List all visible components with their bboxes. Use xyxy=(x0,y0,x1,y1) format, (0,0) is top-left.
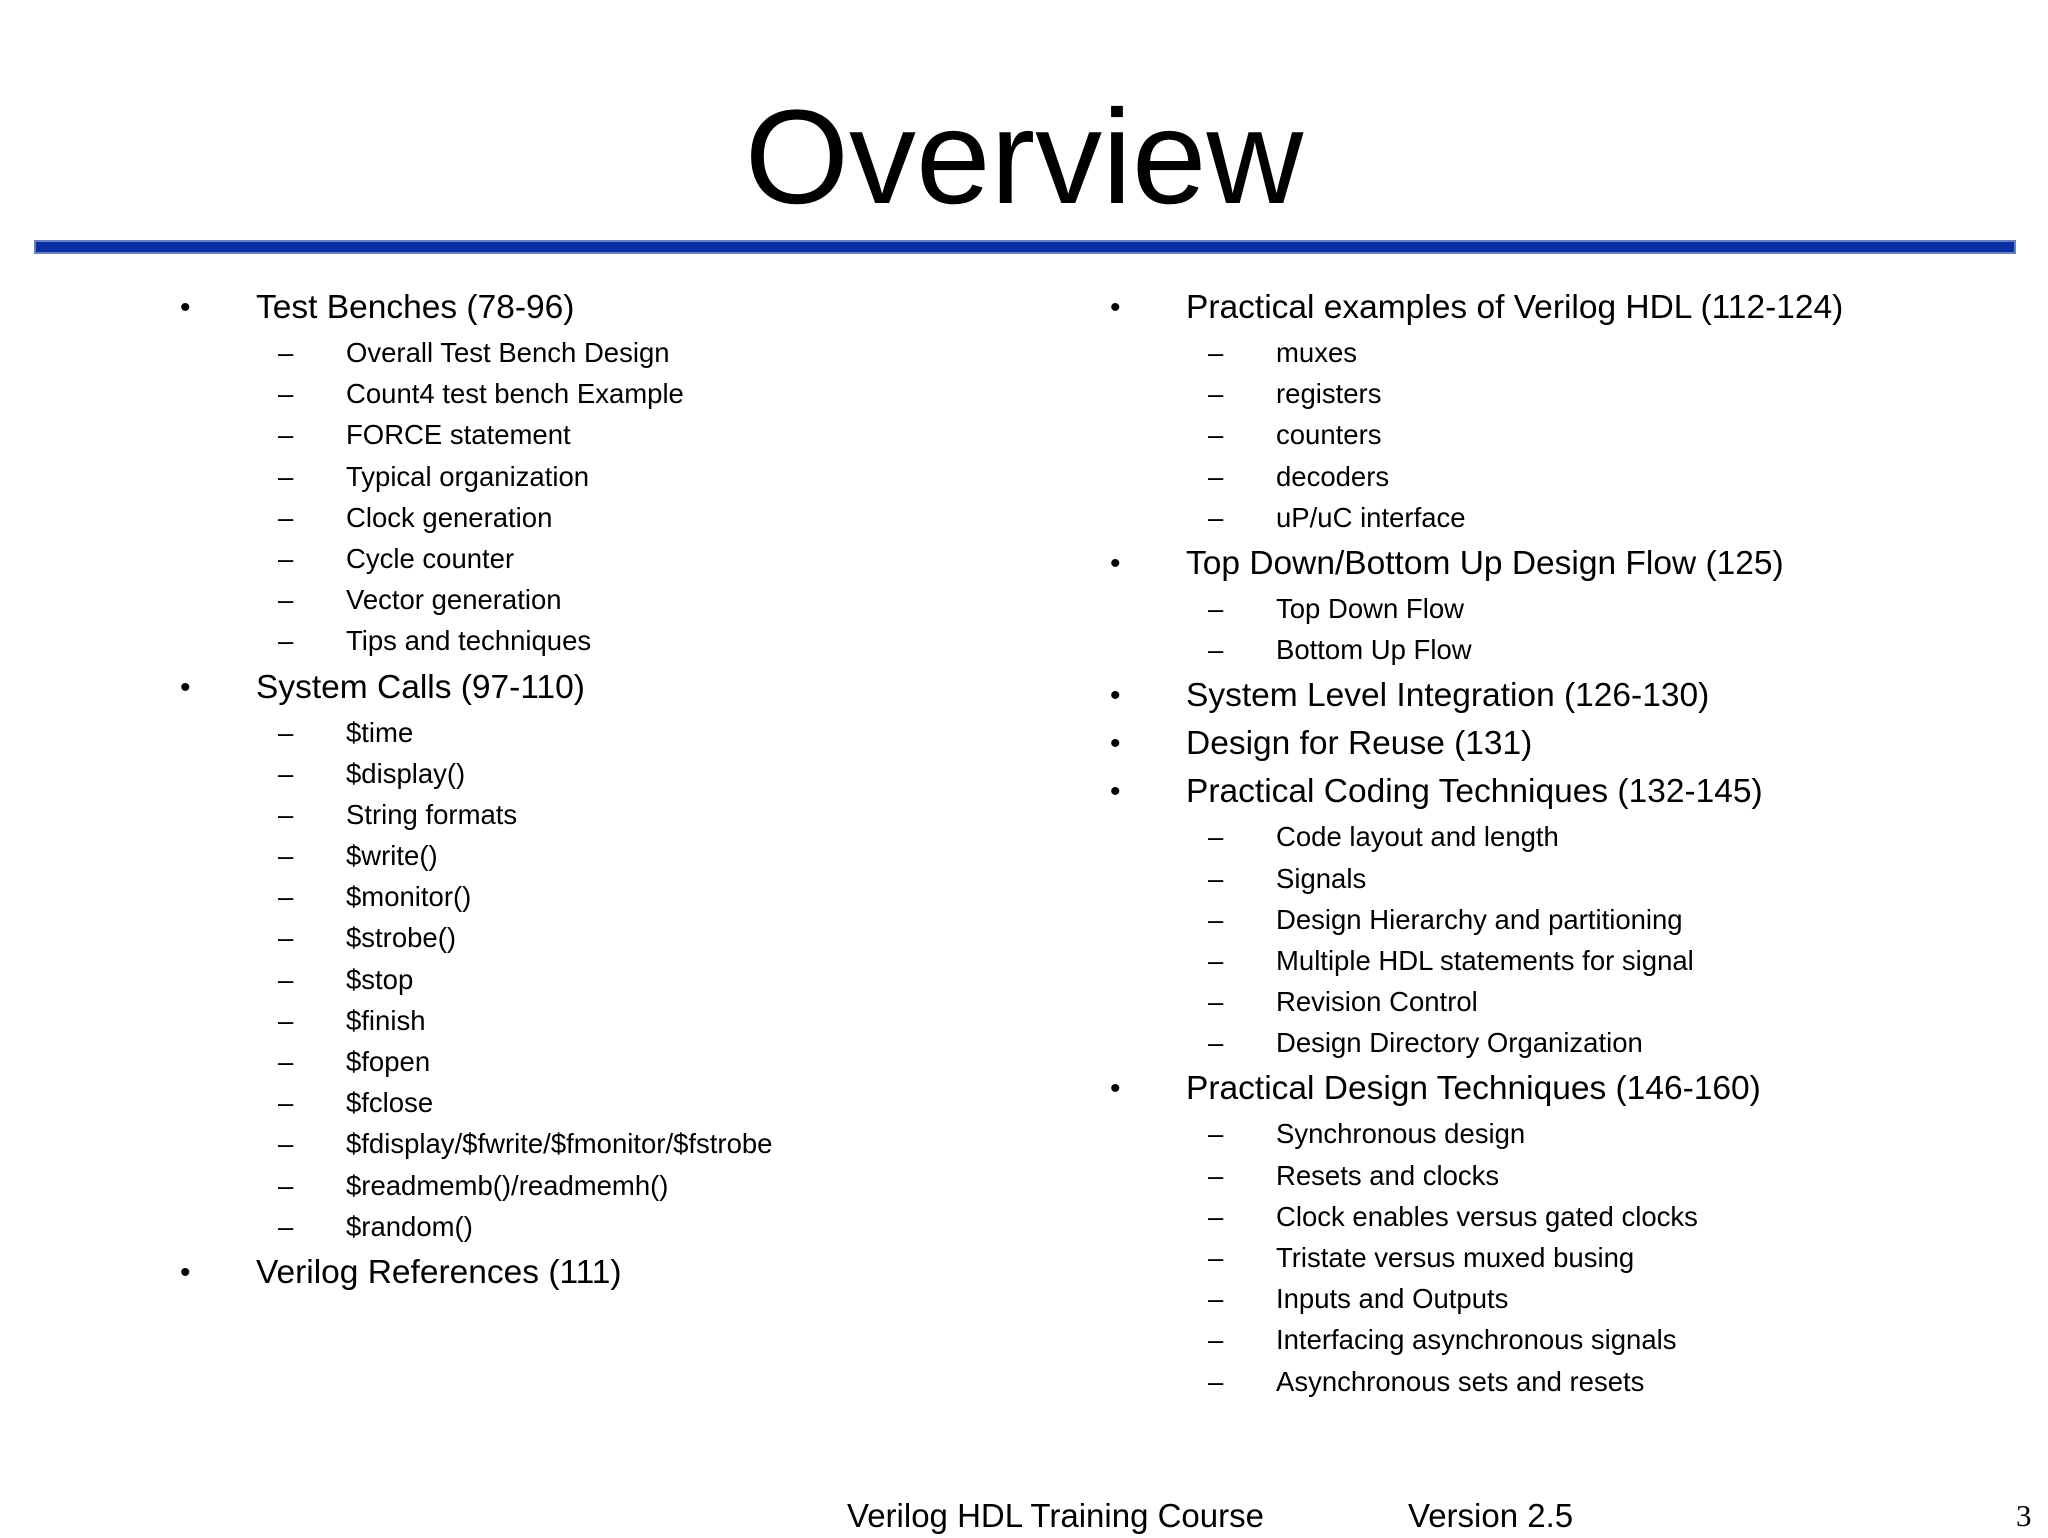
subtopic-item xyxy=(1100,1155,2000,1196)
dash-icon: – xyxy=(278,840,294,872)
subtopic-text: decoders xyxy=(1276,460,1390,492)
dash-icon: – xyxy=(278,798,294,830)
topic-text: Design for Reuse (131) xyxy=(1186,725,1533,763)
outline-topic xyxy=(1100,672,2000,720)
subtopic-text: Tips and techniques xyxy=(346,625,592,657)
subtopic-text: Vector generation xyxy=(346,584,562,616)
topic-heading xyxy=(1100,672,2000,720)
subtopic-item xyxy=(1100,981,2000,1022)
subtopic-list xyxy=(170,712,1070,1247)
dash-icon: – xyxy=(1208,501,1224,533)
topic-heading xyxy=(1100,540,2000,588)
subtopic-list xyxy=(170,332,1070,662)
subtopic-text: $stop xyxy=(346,963,414,995)
topic-text: Top Down/Bottom Up Design Flow (125) xyxy=(1186,544,1784,582)
subtopic-item xyxy=(170,1082,1070,1123)
subtopic-item xyxy=(1100,1319,2000,1360)
subtopic-item xyxy=(1100,816,2000,857)
subtopic-item xyxy=(1100,1237,2000,1278)
dash-icon: – xyxy=(1208,1118,1224,1150)
subtopic-text: Clock generation xyxy=(346,501,553,533)
subtopic-item xyxy=(170,917,1070,958)
subtopic-text: Code layout and length xyxy=(1276,821,1559,853)
topic-heading xyxy=(1100,284,2000,332)
subtopic-item xyxy=(1100,899,2000,940)
subtopic-item xyxy=(170,538,1070,579)
left-outline-column xyxy=(170,284,1070,1297)
subtopic-text: $display() xyxy=(346,757,466,789)
dash-icon: – xyxy=(278,1087,294,1119)
dash-icon: – xyxy=(1208,1200,1224,1232)
subtopic-text: Interfacing asynchronous signals xyxy=(1276,1324,1677,1356)
outline-topic xyxy=(170,664,1070,1247)
outline-topic xyxy=(1100,540,2000,670)
topic-heading xyxy=(1100,768,2000,816)
subtopic-text: counters xyxy=(1276,419,1382,451)
dash-icon: – xyxy=(1208,1027,1224,1059)
topic-text: Practical examples of Verilog HDL (112-124) xyxy=(1186,289,1844,326)
subtopic-list xyxy=(1100,816,2000,1063)
topic-heading xyxy=(170,284,1070,332)
subtopic-text: $monitor() xyxy=(346,881,472,913)
subtopic-item xyxy=(170,959,1070,1000)
subtopic-text: Cycle counter xyxy=(346,542,515,574)
subtopic-item xyxy=(1100,858,2000,899)
topic-text: Verilog References (111) xyxy=(256,1253,622,1291)
dash-icon: – xyxy=(278,584,294,616)
subtopic-item xyxy=(170,414,1070,455)
dash-icon: – xyxy=(1208,460,1224,492)
topic-text: Practical Design Techniques (146-160) xyxy=(1186,1070,1761,1108)
dash-icon: – xyxy=(278,625,294,657)
bullet-icon: • xyxy=(1110,291,1121,324)
subtopic-text: Bottom Up Flow xyxy=(1276,634,1472,666)
subtopic-text: $fdisplay/$fwrite/$fmonitor/$fstrobe xyxy=(346,1128,773,1160)
subtopic-item xyxy=(170,1206,1070,1247)
topic-heading xyxy=(170,664,1070,712)
outline-topic xyxy=(1100,284,2000,538)
outline-topic xyxy=(1100,720,2000,768)
dash-icon: – xyxy=(278,378,294,410)
topic-text: Test Benches (78-96) xyxy=(256,289,575,326)
dash-icon: – xyxy=(278,716,294,748)
subtopic-item xyxy=(170,794,1070,835)
subtopic-text: FORCE statement xyxy=(346,419,571,451)
dash-icon: – xyxy=(1208,1283,1224,1315)
subtopic-text: Design Directory Organization xyxy=(1276,1027,1643,1059)
bullet-icon: • xyxy=(180,1255,191,1289)
footer-version: Version 2.5 xyxy=(1408,1497,1574,1534)
topic-heading xyxy=(170,1249,1070,1297)
dash-icon: – xyxy=(1208,1242,1224,1273)
dash-icon: – xyxy=(1208,986,1224,1018)
dash-icon: – xyxy=(278,501,294,533)
subtopic-text: Synchronous design xyxy=(1276,1118,1526,1150)
subtopic-item xyxy=(1100,940,2000,981)
subtopic-text: Inputs and Outputs xyxy=(1276,1283,1509,1315)
dash-icon: – xyxy=(278,337,294,368)
subtopic-item xyxy=(1100,1196,2000,1237)
dash-icon: – xyxy=(278,963,294,995)
bullet-icon: • xyxy=(1110,679,1121,713)
bullet-icon: • xyxy=(1110,546,1121,580)
subtopic-item xyxy=(170,1041,1070,1082)
subtopic-text: Signals xyxy=(1276,862,1367,894)
subtopic-item xyxy=(170,456,1070,497)
subtopic-item xyxy=(1100,1361,2000,1402)
topic-text: Practical Coding Techniques (132-145) xyxy=(1186,773,1763,811)
title-divider xyxy=(34,240,2016,254)
dash-icon: – xyxy=(1208,1365,1224,1397)
subtopic-list xyxy=(1100,588,2000,670)
subtopic-text: String formats xyxy=(346,798,518,830)
dash-icon: – xyxy=(1208,1159,1224,1191)
subtopic-text: muxes xyxy=(1276,337,1357,368)
subtopic-text: $finish xyxy=(346,1004,426,1036)
bullet-icon: • xyxy=(180,670,191,704)
bullet-icon: • xyxy=(180,291,191,324)
dash-icon: – xyxy=(1208,337,1224,368)
subtopic-item xyxy=(1100,1022,2000,1063)
subtopic-item xyxy=(1100,629,2000,670)
topic-text: System Calls (97-110) xyxy=(256,668,585,706)
subtopic-text: Revision Control xyxy=(1276,986,1478,1018)
subtopic-text: Overall Test Bench Design xyxy=(346,337,670,368)
subtopic-item xyxy=(170,753,1070,794)
subtopic-item xyxy=(170,876,1070,917)
subtopic-text: Resets and clocks xyxy=(1276,1159,1500,1191)
subtopic-text: $strobe() xyxy=(346,922,457,954)
bullet-icon: • xyxy=(1110,775,1121,809)
dash-icon: – xyxy=(1208,821,1224,853)
outline-topic xyxy=(170,284,1070,662)
subtopic-text: Top Down Flow xyxy=(1276,592,1464,624)
subtopic-item xyxy=(170,1123,1070,1164)
subtopic-text: uP/uC interface xyxy=(1276,501,1466,533)
dash-icon: – xyxy=(278,1128,294,1160)
dash-icon: – xyxy=(1208,592,1224,624)
subtopic-text: Asynchronous sets and resets xyxy=(1276,1365,1645,1397)
dash-icon: – xyxy=(278,1210,294,1242)
subtopic-text: $write() xyxy=(346,840,438,872)
subtopic-item xyxy=(170,373,1070,414)
outline-topic xyxy=(1100,1065,2000,1401)
dash-icon: – xyxy=(1208,634,1224,666)
dash-icon: – xyxy=(1208,903,1224,935)
slide-title: Overview xyxy=(744,83,1304,232)
outline-topic xyxy=(170,1249,1070,1297)
subtopic-text: $fopen xyxy=(346,1046,431,1077)
dash-icon: – xyxy=(278,1046,294,1077)
subtopic-text: registers xyxy=(1276,378,1382,410)
subtopic-text: Tristate versus muxed busing xyxy=(1276,1242,1635,1273)
subtopic-item xyxy=(1100,373,2000,414)
dash-icon: – xyxy=(278,757,294,789)
subtopic-item xyxy=(1100,497,2000,538)
dash-icon: – xyxy=(1208,944,1224,976)
dash-icon: – xyxy=(278,881,294,913)
subtopic-list xyxy=(1100,1113,2000,1401)
subtopic-text: Design Hierarchy and partitioning xyxy=(1276,903,1683,935)
bullet-icon: • xyxy=(1110,727,1121,761)
subtopic-list xyxy=(1100,332,2000,538)
dash-icon: – xyxy=(278,460,294,492)
dash-icon: – xyxy=(1208,862,1224,894)
subtopic-item xyxy=(1100,414,2000,455)
dash-icon: – xyxy=(278,922,294,954)
subtopic-item xyxy=(170,1165,1070,1206)
subtopic-text: $readmemb()/readmemh() xyxy=(346,1169,669,1201)
subtopic-item xyxy=(170,620,1070,661)
bullet-icon: • xyxy=(1110,1072,1121,1106)
dash-icon: – xyxy=(1208,1324,1224,1356)
dash-icon: – xyxy=(278,542,294,574)
topic-text: System Level Integration (126-130) xyxy=(1186,677,1710,715)
dash-icon: – xyxy=(1208,378,1224,410)
subtopic-item xyxy=(1100,1278,2000,1319)
subtopic-text: Clock enables versus gated clocks xyxy=(1276,1200,1698,1232)
subtopic-text: Count4 test bench Example xyxy=(346,378,684,410)
subtopic-item xyxy=(170,497,1070,538)
footer-course-name: Verilog HDL Training Course xyxy=(847,1497,1264,1534)
subtopic-item xyxy=(1100,588,2000,629)
outline-topic xyxy=(1100,768,2000,1063)
dash-icon: – xyxy=(278,1004,294,1036)
subtopic-text: Multiple HDL statements for signal xyxy=(1276,944,1694,976)
dash-icon: – xyxy=(278,1169,294,1201)
subtopic-item xyxy=(1100,456,2000,497)
subtopic-item xyxy=(1100,332,2000,373)
dash-icon: – xyxy=(278,419,294,451)
subtopic-item xyxy=(170,1000,1070,1041)
subtopic-item xyxy=(170,712,1070,753)
topic-heading xyxy=(1100,1065,2000,1113)
right-outline-column xyxy=(1100,284,2000,1404)
subtopic-item xyxy=(1100,1113,2000,1154)
subtopic-text: $random() xyxy=(346,1210,473,1242)
dash-icon: – xyxy=(1208,419,1224,451)
topic-heading xyxy=(1100,720,2000,768)
subtopic-item xyxy=(170,835,1070,876)
page-number: 3 xyxy=(2016,1498,2032,1533)
subtopic-item xyxy=(170,579,1070,620)
subtopic-text: $time xyxy=(346,716,414,748)
subtopic-text: Typical organization xyxy=(346,460,590,492)
subtopic-text: $fclose xyxy=(346,1087,434,1119)
subtopic-item xyxy=(170,332,1070,373)
